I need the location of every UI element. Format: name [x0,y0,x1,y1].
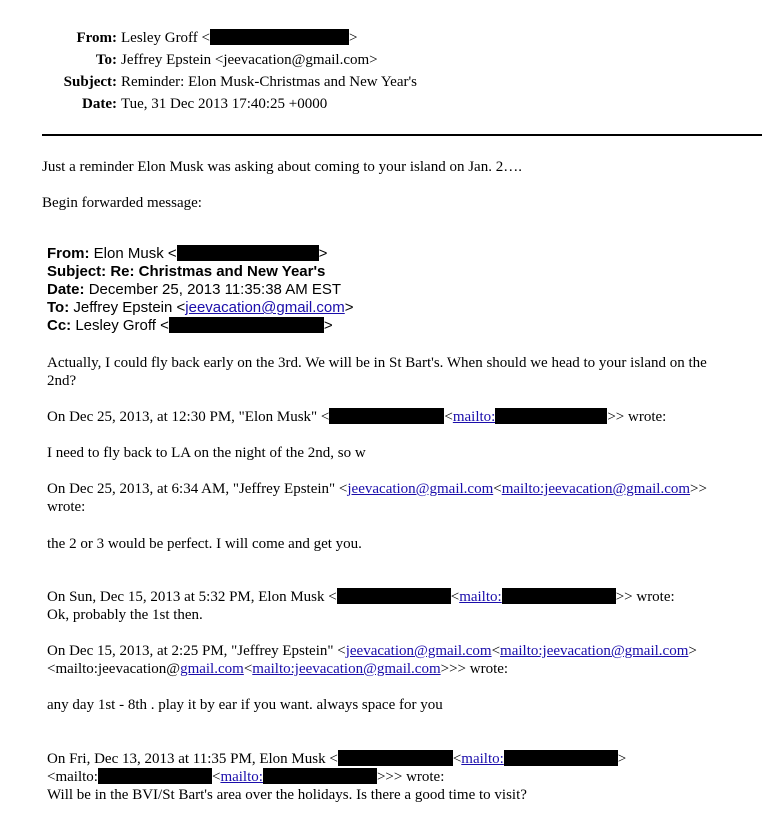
quote-header-3-wrote: wrote: [47,499,86,515]
fwd-subject-label: Subject: Re: Christmas and New Year's [47,263,326,280]
fwd-from-label: From: [47,245,90,262]
msg2: I need to fly back to LA on the night of the 2nd, so w [47,445,366,461]
fwd-to-row: To: Jeffrey Epstein <jeevacation@gmail.com> [47,299,354,316]
subject-value: Reminder: Elon Musk-Christmas and New Year's [121,74,418,90]
quote-header-5-line2: <mailto:jeevacation@gmail.com<mailto:jeevacation@gmail.com>>> wrote: [47,661,509,677]
msg5: any day 1st - 8th . play it by ear if you want. always space for you [47,697,443,713]
begin-forwarded-text: Begin forwarded message: [42,195,202,211]
header-divider [42,134,762,136]
fwd-from-row: From: Elon Musk < > [47,245,328,262]
fwd-subject-row [47,263,325,281]
redaction-bar [337,588,451,604]
redaction-bar [502,588,616,604]
fwd-cc-row: Cc: Lesley Groff < > [47,317,333,334]
email-link[interactable]: jeevacation@gmail.com [345,643,492,659]
quote-header-4: On Sun, Dec 15, 2013 at 5:32 PM, Elon Musk < <mailto: >> wrote: [47,589,675,605]
email-link[interactable]: jeevacation@gmail.com [347,481,494,497]
fwd-cc-label: Cc: [47,317,72,334]
redaction-bar [495,408,607,424]
quote-header-5: On Dec 15, 2013, at 2:25 PM, "Jeffrey Epstein" <jeevacation@gmail.com<mailto:jeevacation@gmail.com> [47,643,697,659]
msg6: Will be in the BVI/St Bart's area over the holidays. Is there a good time to visit? [47,787,527,803]
redaction-bar [338,750,453,766]
date-value: Tue, 31 Dec 2013 17:40:25 +0000 [121,96,328,112]
to-value: Jeffrey Epstein <jeevacation@gmail.com> [121,52,378,68]
email-domain-link[interactable]: gmail.com [180,661,244,677]
redaction-bar [329,408,444,424]
msg1-line2: 2nd? [47,373,77,389]
from-label: From: [76,30,117,46]
mailto-link[interactable]: mailto: [459,589,502,605]
msg4: Ok, probably the 1st then. [47,607,203,623]
quote-header-3: On Dec 25, 2013, at 6:34 AM, "Jeffrey Epstein" <jeevacation@gmail.com<mailto:jeevacation@gmail.com>> [47,481,707,497]
mailto-link[interactable]: mailto:jeevacation@gmail.com [252,661,441,677]
fwd-date-row [47,281,341,299]
msg1-line1: Actually, I could fly back early on the 3rd. We will be in St Bart's. When should we head to your island on the [47,355,707,371]
from-value: Lesley Groff < > [121,30,358,46]
mailto-link[interactable]: mailto: [220,769,263,785]
msg3: the 2 or 3 would be perfect. I will come and get you. [47,536,362,552]
quote-header-6-line2: <mailto: <mailto: >>> wrote: [47,769,445,785]
fwd-to-label: To: [47,299,70,316]
mailto-link[interactable]: mailto: [452,409,496,425]
reminder-text: Just a reminder Elon Musk was asking about coming to your island on Jan. 2…. [42,159,522,175]
subject-label: Subject: [63,74,117,90]
redaction-bar [210,29,349,45]
to-label: To: [95,52,117,68]
redaction-bar [98,768,212,784]
redaction-bar [169,317,324,333]
mailto-link[interactable]: mailto:jeevacation@gmail.com [500,643,689,659]
quote-header-2: On Dec 25, 2013, at 12:30 PM, "Elon Musk" < <mailto: >> wrote: [47,409,667,425]
redaction-bar [504,750,618,766]
date-label: Date: [82,96,117,112]
fwd-date-label: Date: [47,281,85,298]
quote-header-6: On Fri, Dec 13, 2013 at 11:35 PM, Elon Musk < <mailto: > [47,751,627,767]
mailto-link[interactable]: mailto:jeevacation@gmail.com [501,481,691,497]
fwd-to-email-link[interactable]: jeevacation@gmail.com [185,299,345,316]
redaction-bar [263,768,377,784]
redaction-bar [177,245,319,261]
fwd-date-value: December 25, 2013 11:35:38 AM EST [88,281,342,298]
mailto-link[interactable]: mailto: [461,751,504,767]
